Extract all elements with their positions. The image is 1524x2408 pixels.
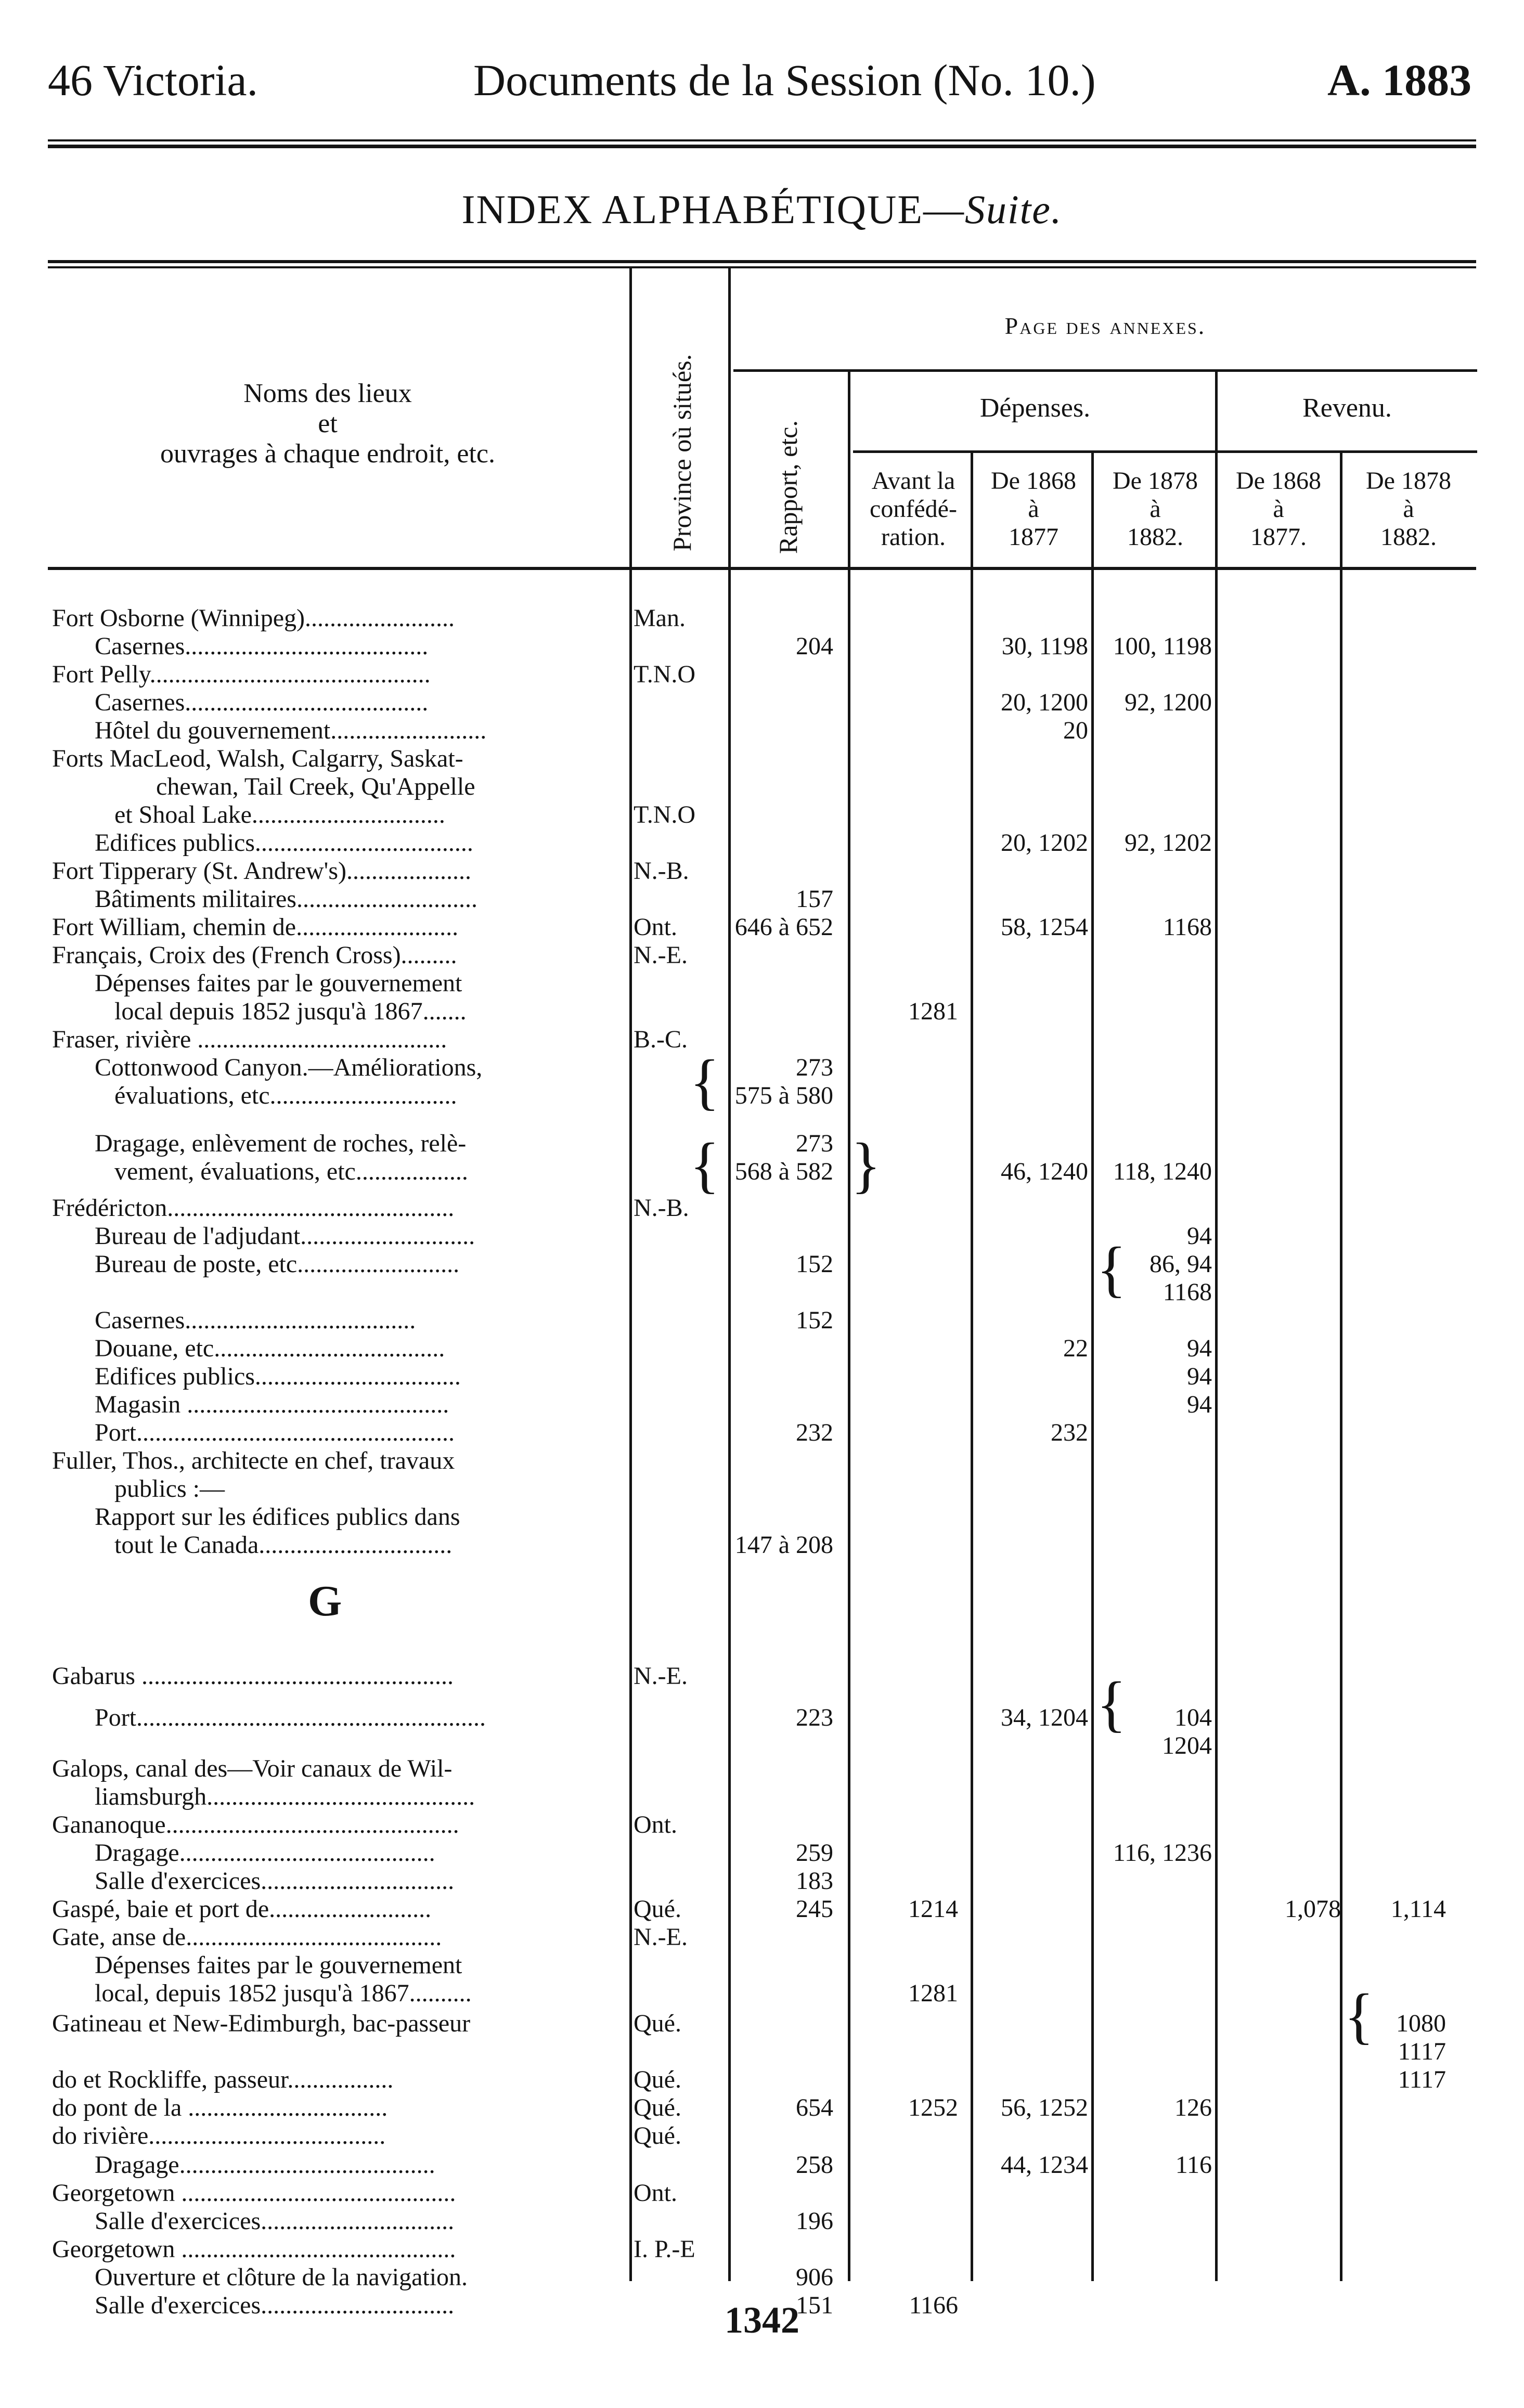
entry-name: Bureau de poste, etc.......................... (95, 1250, 460, 1278)
entry-name: Port........................................................ (95, 1704, 486, 1731)
cell-d7882: 1168 (1163, 913, 1212, 941)
cell-rap: 273 (796, 1054, 833, 1081)
table-row (0, 2066, 1524, 2094)
entry-name: Gaspé, baie et port de.......................... (52, 1895, 432, 1923)
cell-prov: Ont. (634, 1811, 677, 1839)
header-rule-thick (48, 145, 1476, 148)
cell-rap: 646 à 652 (734, 913, 833, 941)
entry-name: Fort Tipperary (St. Andrew's).................... (52, 857, 471, 885)
entry-name: évaluations, etc.............................. (114, 1082, 457, 1109)
cell-rap: 654 (796, 2094, 833, 2121)
col-header-dep-1868-1877 (974, 467, 1093, 551)
brace-cottonwood: { (690, 1047, 720, 1116)
table-row (0, 857, 1524, 885)
table-row (0, 1704, 1524, 1732)
cell-prov: T.N.O (634, 801, 696, 828)
table-row (0, 2151, 1524, 2179)
cell-d7882: 94 (1187, 1391, 1212, 1418)
col-avant-l1: Avant la (871, 467, 955, 495)
col-d7882-l2: à (1150, 495, 1161, 523)
cell-rap: 575 à 580 (734, 1082, 833, 1109)
col-avant-l3: ration. (881, 523, 946, 551)
col-header-avant-confederation (853, 467, 974, 551)
cell-d7882: 86, 94 (1150, 1250, 1212, 1278)
entry-name: Georgetown ............................................ (52, 2179, 456, 2207)
col-header-names (94, 379, 562, 469)
table-row (0, 829, 1524, 857)
table-row (0, 1475, 1524, 1503)
table-top-rule (48, 260, 1476, 263)
title-suffix: Suite. (964, 187, 1063, 232)
table-row (0, 2010, 1524, 2038)
entry-name: Frédéricton.............................................. (52, 1194, 455, 1222)
table-row (0, 661, 1524, 689)
col-header-page-des-annexes: Page des annexes. (1004, 313, 1206, 339)
entry-name: Casernes....................................... (95, 632, 429, 660)
cell-d6877: 56, 1252 (1001, 2094, 1088, 2121)
table-row (0, 885, 1524, 913)
entry-name: et Shoal Lake............................... (114, 801, 445, 828)
table-row (0, 2122, 1524, 2150)
cell-d7882: 104 (1174, 1704, 1212, 1731)
cell-prov: Man. (634, 604, 686, 632)
cell-r7882: 1080 (1396, 2010, 1446, 2037)
cell-prov: N.-E. (634, 941, 688, 969)
cell-d6877: 232 (1051, 1419, 1088, 1446)
cell-d7882: 1168 (1163, 1278, 1212, 1306)
entry-name: Dragage......................................... (95, 2151, 435, 2179)
table-row (0, 2263, 1524, 2292)
table-row (0, 1755, 1524, 1783)
brace-bureau-poste: { (1096, 1234, 1127, 1303)
cell-r7882: 1117 (1398, 2066, 1446, 2093)
table-row (0, 1250, 1524, 1278)
col-r6877-l3: 1877. (1250, 523, 1307, 551)
entry-name: Bureau de l'adjudant............................ (95, 1222, 475, 1250)
cell-rap: 258 (796, 2151, 833, 2179)
cell-rap: 232 (796, 1419, 833, 1446)
col-names-line3: ouvrages à chaque endroit, etc. (160, 439, 495, 469)
table-row (0, 1503, 1524, 1531)
cell-d7882: 116, 1236 (1113, 1839, 1212, 1867)
entry-name: Fuller, Thos., architecte en chef, travaux (52, 1447, 455, 1474)
cell-prov: Ont. (634, 913, 677, 941)
entry-name: Gabarus .................................................. (52, 1662, 454, 1690)
cell-r7882: 1,114 (1390, 1895, 1446, 1923)
cell-prov: Ont. (634, 2179, 677, 2207)
table-row (0, 998, 1524, 1026)
entry-name: do rivière...................................... (52, 2122, 386, 2150)
table-row (0, 689, 1524, 717)
col-d6877-l2: à (1028, 495, 1039, 523)
entry-name: do pont de la ................................ (52, 2094, 388, 2121)
header-right: A. 1883 (1327, 55, 1472, 105)
entry-name: Salle d'exercices............................... (95, 2292, 455, 2319)
brace-dragage-right: } (851, 1130, 881, 1199)
entry-name: local, depuis 1852 jusqu'à 1867.......... (95, 1979, 472, 2007)
entry-name: vement, évaluations, etc.................. (114, 1158, 468, 1185)
table-row (0, 1867, 1524, 1895)
cell-rap: 196 (796, 2207, 833, 2235)
cell-d6877: 46, 1240 (1001, 1158, 1088, 1185)
col-header-depenses: Dépenses. (979, 393, 1091, 423)
col-r6877-l2: à (1273, 495, 1284, 523)
cell-prov: Qué. (634, 2066, 681, 2093)
header-center: Documents de la Session (No. 10.) (473, 55, 1096, 105)
header-rule-thin (48, 139, 1476, 141)
cell-d6877: 30, 1198 (1001, 632, 1088, 660)
cell-rap: 157 (796, 885, 833, 913)
cell-rap: 152 (796, 1306, 833, 1334)
table-row (0, 941, 1524, 969)
table-row (0, 1895, 1524, 1923)
cell-rap: 152 (796, 1250, 833, 1278)
col-d7882-l1: De 1878 (1113, 467, 1198, 495)
cell-d7882: 116 (1175, 2151, 1212, 2179)
cell-d7882: 1204 (1162, 1732, 1212, 1759)
cell-prov: B.-C. (634, 1026, 688, 1053)
cell-r7882: 1117 (1398, 2038, 1446, 2065)
table-row (0, 1363, 1524, 1391)
header-left: 46 Victoria. (48, 55, 259, 105)
cell-rap: 183 (796, 1867, 833, 1895)
cell-rap: 245 (796, 1895, 833, 1923)
cell-prov: Qué. (634, 2122, 681, 2150)
cell-prov: N.-B. (634, 857, 689, 885)
entry-name: Fort Osborne (Winnipeg)........................ (52, 604, 455, 632)
page-title (0, 186, 1524, 233)
cell-d7882: 100, 1198 (1113, 632, 1212, 660)
table-row (0, 2207, 1524, 2235)
table-row (0, 632, 1524, 661)
cell-d6877: 20 (1063, 717, 1088, 744)
col-r7882-l2: à (1403, 495, 1414, 523)
col-header-revenu: Revenu. (1302, 393, 1392, 423)
entry-name: Salle d'exercices............................... (95, 1867, 455, 1895)
col-avant-l2: confédé- (870, 495, 957, 523)
cell-d6877: 58, 1254 (1001, 913, 1088, 941)
table-top-rule-2 (48, 266, 1476, 268)
entry-name: Galops, canal des—Voir canaux de Wil- (52, 1755, 453, 1782)
col-header-province: Province où situés. (667, 354, 696, 551)
entry-name: Ouverture et clôture de la navigation. (95, 2263, 468, 2291)
table-row (0, 1306, 1524, 1335)
table-row (0, 1335, 1524, 1363)
cell-avant: 1281 (908, 1979, 958, 2007)
entry-name: Dragage, enlèvement de roches, relè- (95, 1130, 467, 1157)
cell-d6877: 34, 1204 (1001, 1704, 1088, 1731)
cell-d7882: 94 (1187, 1222, 1212, 1250)
col-r7882-l1: De 1878 (1366, 467, 1451, 495)
col-header-dep-1878-1882 (1093, 467, 1217, 551)
entry-name: Cottonwood Canyon.—Améliorations, (95, 1054, 483, 1081)
cell-avant: 1281 (908, 998, 958, 1025)
entry-name: Fort William, chemin de.......................... (52, 913, 459, 941)
cell-d7882: 126 (1174, 2094, 1212, 2121)
table-row (0, 1447, 1524, 1475)
table-row (0, 745, 1524, 773)
cell-rap: 906 (796, 2263, 833, 2291)
brace-gabarus-port: { (1096, 1669, 1127, 1738)
cell-prov: N.-E. (634, 1662, 688, 1690)
cell-rap: 259 (796, 1839, 833, 1867)
table-row (0, 1222, 1524, 1250)
table-row (0, 1026, 1524, 1054)
col-header-rev-1868-1877 (1217, 467, 1340, 551)
cell-rap: 273 (796, 1130, 833, 1157)
page-number: 1342 (725, 2299, 799, 2341)
cell-prov: N.-E. (634, 1923, 688, 1951)
entry-name: Hôtel du gouvernement......................... (95, 717, 487, 744)
table-row (0, 1054, 1524, 1082)
entry-name: Fraser, rivière ........................................ (52, 1026, 447, 1053)
brace-dragage: { (690, 1130, 720, 1199)
table-row (0, 1951, 1524, 1979)
entry-name: Douane, etc..................................... (95, 1335, 445, 1362)
entry-name: Fort Pelly............................................. (52, 661, 431, 688)
entry-name: publics :— (114, 1475, 225, 1503)
entry-name: chewan, Tail Creek, Qu'Appelle (156, 773, 475, 800)
table-row (0, 913, 1524, 941)
cell-avant: 1166 (909, 2292, 958, 2319)
col-header-rev-1878-1882 (1340, 467, 1477, 551)
table-row (0, 1923, 1524, 1951)
table-row (0, 2179, 1524, 2207)
entry-name: local depuis 1852 jusqu'à 1867....... (114, 998, 467, 1025)
cell-prov: Qué. (634, 2010, 681, 2037)
cell-d6877: 20, 1200 (1001, 689, 1088, 716)
cell-d7882: 92, 1202 (1125, 829, 1212, 857)
table-row (0, 1531, 1524, 1559)
cell-prov: Qué. (634, 2094, 681, 2121)
col-d7882-l3: 1882. (1127, 523, 1183, 551)
entry-name: Edifices publics................................... (95, 829, 473, 857)
cell-avant: 1214 (908, 1895, 958, 1923)
cell-d7882: 118, 1240 (1113, 1158, 1212, 1185)
entry-name: Port................................................... (95, 1419, 455, 1446)
entry-name: Dépenses faites par le gouvernement (95, 1951, 462, 1979)
table-row (0, 1979, 1524, 2008)
cell-prov: T.N.O (634, 661, 696, 688)
table-row (0, 1082, 1524, 1110)
cell-prov: Qué. (634, 1895, 681, 1923)
entry-name: Bâtiments militaires............................. (95, 885, 477, 913)
table-row (0, 2094, 1524, 2122)
rule-under-depenses-revenu (853, 450, 1477, 453)
table-row (0, 1130, 1524, 1158)
col-header-rapport: Rapport, etc. (773, 420, 803, 554)
cell-rap: 204 (796, 632, 833, 660)
entry-name: Casernes..................................... (95, 1306, 416, 1334)
table-row (0, 1278, 1524, 1306)
section-letter: G (308, 1577, 342, 1625)
col-r7882-l3: 1882. (1380, 523, 1437, 551)
entry-name: Rapport sur les édifices publics dans (95, 1503, 460, 1531)
cell-rap: 568 à 582 (734, 1158, 833, 1185)
entry-name: Edifices publics................................. (95, 1363, 461, 1390)
cell-prov: I. P.-E (634, 2235, 695, 2263)
cell-d7882: 94 (1187, 1335, 1212, 1362)
entry-name: Salle d'exercices............................... (95, 2207, 455, 2235)
cell-d7882: 92, 1200 (1125, 689, 1212, 716)
entry-name: Georgetown ............................................ (52, 2235, 456, 2263)
entry-name: Dépenses faites par le gouvernement (95, 969, 462, 997)
cell-d6877: 44, 1234 (1001, 2151, 1088, 2179)
entry-name: do et Rockliffe, passeur................. (52, 2066, 394, 2093)
cell-avant: 1252 (908, 2094, 958, 2121)
table-row (0, 2038, 1524, 2066)
entry-name: Magasin .......................................... (95, 1391, 449, 1418)
rule-under-page-des-annexes (733, 369, 1477, 372)
entry-name: Gananoque............................................... (52, 1811, 459, 1839)
table-row (0, 1194, 1524, 1222)
header-bottom-rule (48, 567, 1476, 570)
table-row (0, 1811, 1524, 1839)
col-names-line2: et (318, 409, 338, 438)
col-d6877-l3: 1877 (1009, 523, 1058, 551)
table-row (0, 1419, 1524, 1447)
cell-d6877: 20, 1202 (1001, 829, 1088, 857)
cell-r6877: 1,078 (1285, 1895, 1341, 1923)
entry-name: Dragage......................................... (95, 1839, 435, 1867)
table-row (0, 2235, 1524, 2263)
brace-gatineau: { (1344, 1981, 1374, 2050)
table-row (0, 717, 1524, 745)
table-row (0, 1158, 1524, 1186)
table-row (0, 773, 1524, 801)
table-row (0, 604, 1524, 632)
entry-name: Gatineau et New-Edimburgh, bac-passeur (52, 2010, 471, 2037)
cell-rap: 151 (796, 2292, 833, 2319)
table-row (0, 801, 1524, 829)
cell-rap: 223 (796, 1704, 833, 1731)
table-row (0, 1662, 1524, 1690)
table-row (0, 1839, 1524, 1867)
entry-name: Forts MacLeod, Walsh, Calgarry, Saskat- (52, 745, 463, 772)
table-row (0, 969, 1524, 998)
cell-rap: 147 à 208 (734, 1531, 833, 1559)
col-d6877-l1: De 1868 (991, 467, 1076, 495)
cell-d6877: 22 (1063, 1335, 1088, 1362)
col-r6877-l1: De 1868 (1236, 467, 1321, 495)
cell-prov: N.-B. (634, 1194, 689, 1222)
table-row (0, 1783, 1524, 1811)
title-main: INDEX ALPHABÉTIQUE— (461, 187, 965, 232)
table-row (0, 1391, 1524, 1419)
entry-name: liamsburgh........................................... (95, 1783, 475, 1810)
entry-name: Français, Croix des (French Cross)......... (52, 941, 457, 969)
entry-name: Casernes....................................... (95, 689, 429, 716)
col-names-line1: Noms des lieux (243, 379, 412, 408)
cell-d7882: 94 (1187, 1363, 1212, 1390)
entry-name: Gate, anse de......................................... (52, 1923, 442, 1951)
entry-name: tout le Canada............................... (114, 1531, 453, 1559)
